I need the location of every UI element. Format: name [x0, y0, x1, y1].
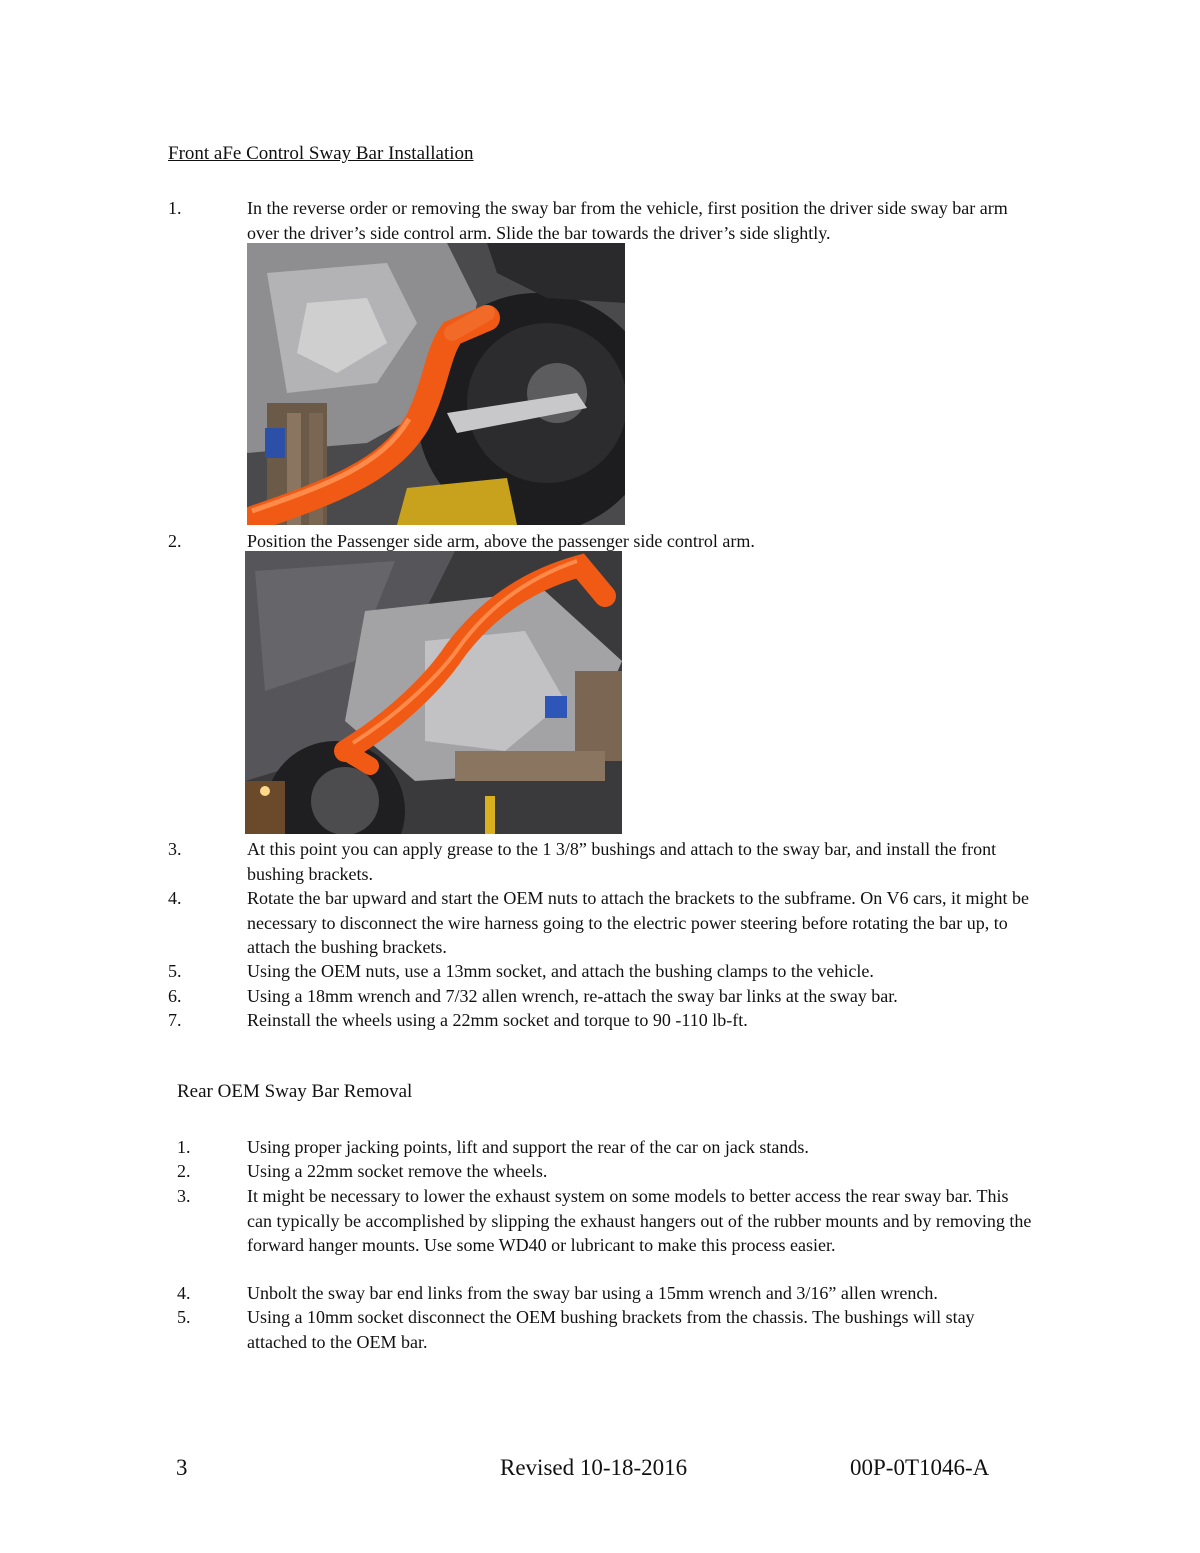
step-number: 7. [168, 1010, 182, 1030]
step-text: Using a 22mm socket remove the wheels. [247, 1161, 548, 1181]
step-text: At this point you can apply grease to the 1 3/8” bushings and attach to the sway bar, and install the front bushing brackets. [247, 839, 997, 884]
step-text: Position the Passenger side arm, above the passenger side control arm. [247, 531, 755, 551]
step-number: 3. [177, 1186, 191, 1206]
step-number: 1. [168, 198, 182, 218]
step-number: 2. [168, 531, 182, 551]
step-number: 4. [177, 1283, 191, 1303]
step-text: Using proper jacking points, lift and support the rear of the car on jack stands. [247, 1137, 809, 1157]
rear-section-title: Rear OEM Sway Bar Removal [177, 1081, 413, 1102]
step-number: 4. [168, 888, 182, 908]
part-number: 00P-0T1046-A [850, 1455, 990, 1480]
step-text: Using a 10mm socket disconnect the OEM bushing brackets from the chassis. The bushings will stay attached to the OEM bar. [247, 1307, 975, 1352]
step-text: Using the OEM nuts, use a 13mm socket, and attach the bushing clamps to the vehicle. [247, 961, 874, 981]
step-number: 2. [177, 1161, 191, 1181]
front-section-title: Front aFe Control Sway Bar Installation [168, 143, 474, 164]
step-text: Reinstall the wheels using a 22mm socket and torque to 90 -110 lb-ft. [247, 1010, 748, 1030]
driver-side-sway-bar-photo [247, 243, 625, 525]
step-text: Using a 18mm wrench and 7/32 allen wrench, re-attach the sway bar links at the sway bar. [247, 986, 898, 1006]
step-text: Rotate the bar upward and start the OEM nuts to attach the brackets to the subframe. On V6 cars, it might be necessary to disconnect the wire harness going to the electric power steering before rotating the bar up, to attach the bushing brackets. [247, 888, 1029, 957]
passenger-side-sway-bar-photo [245, 551, 622, 834]
step-number: 5. [177, 1307, 191, 1327]
page-number: 3 [176, 1455, 188, 1480]
revision-date: Revised 10-18-2016 [500, 1455, 688, 1480]
step-text: Unbolt the sway bar end links from the sway bar using a 15mm wrench and 3/16” allen wrench. [247, 1283, 938, 1303]
step-number: 1. [177, 1137, 191, 1157]
step-number: 6. [168, 986, 182, 1006]
step-text: It might be necessary to lower the exhaust system on some models to better access the rear sway bar. This can typically be accomplished by slipping the exhaust hangers out of the rubber mounts and by removing the forward hanger mounts. Use some WD40 or lubricant to make this process easier. [247, 1186, 1032, 1255]
step-number: 5. [168, 961, 182, 981]
step-number: 3. [168, 839, 182, 859]
step-text: In the reverse order or removing the sway bar from the vehicle, first position the driver side sway bar arm over the driver’s side control arm. Slide the bar towards the driver’s side slightly. [247, 198, 1008, 243]
